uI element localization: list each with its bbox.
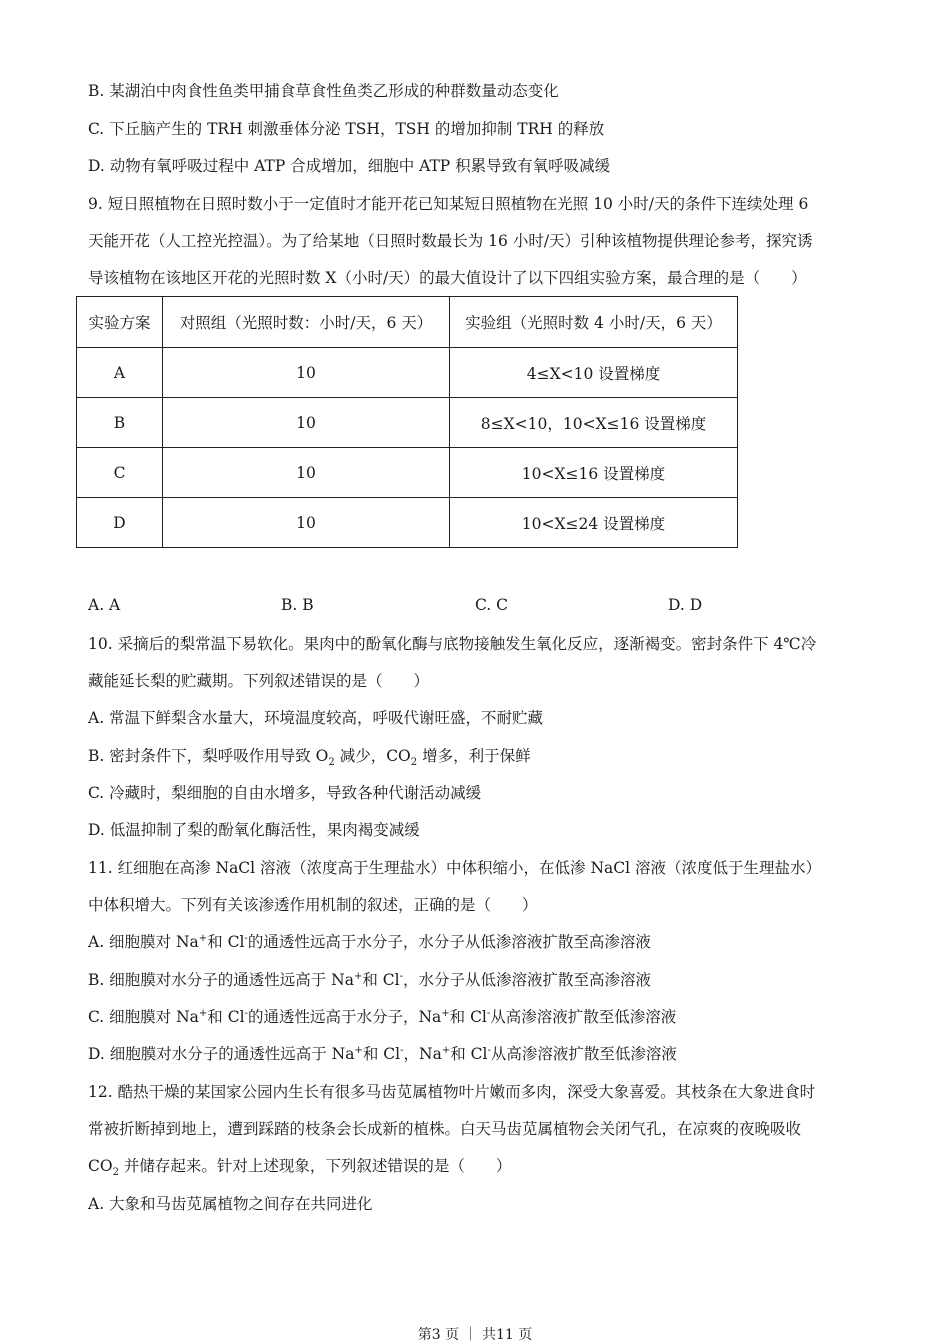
q9-stem-line-2: 天能开花（人工控光控温）。为了给某地（日照时数最长为 16 小时/天）引种该植物提供理论参考，探究诱	[88, 232, 813, 250]
q11-option-b: B. 细胞膜对水分子的通透性远高于 Na+和 Cl-，水分子从低渗溶液扩散至高渗溶液	[88, 970, 652, 989]
q11-stem-line-1: 11. 红细胞在高渗 NaCl 溶液（浓度高于生理盐水）中体积缩小，在低渗 NaCl 溶液（浓度低于生理盐水）	[88, 859, 822, 877]
q10-option-a: A. 常温下鲜梨含水量大，环境温度较高，呼吸代谢旺盛，不耐贮藏	[88, 709, 544, 727]
table-cell: 10	[163, 498, 450, 548]
q12-stem-line-3: $CO_2$ 并储存起来。针对上述现象，下列叙述错误的是（ ）	[88, 1157, 512, 1179]
table-header-cell: 实验方案	[77, 297, 163, 348]
q8-option-c: C. 下丘脑产生的 TRH 刺激垂体分泌 TSH，TSH 的增加抑制 TRH 的释放	[88, 120, 605, 138]
q9-options	[88, 596, 848, 616]
table-cell: 4≤X<10 设置梯度	[450, 348, 738, 398]
q11-option-c: C. 细胞膜对 Na+和 Cl-的通透性远高于水分子，Na+和 Cl-从高渗溶液扩散至低渗溶液	[88, 1007, 677, 1026]
table-cell: 10	[163, 448, 450, 498]
table-cell: 10<X≤24 设置梯度	[450, 498, 738, 548]
table-header-cell: 对照组（光照时数：小时/天，6 天）	[163, 297, 450, 348]
q12-option-a: A. 大象和马齿苋属植物之间存在共同进化	[88, 1195, 373, 1213]
q10-stem-line-1: 10. 采摘后的梨常温下易软化。果肉中的酚氧化酶与底物接触发生氧化反应，逐渐褐变。密封条件下 4℃冷	[88, 635, 817, 653]
table-header-cell: 实验组（光照时数 4 小时/天，6 天）	[450, 297, 738, 348]
table-cell: 10	[163, 348, 450, 398]
table-row	[77, 498, 738, 548]
q9-option-c: C. C	[475, 596, 509, 614]
table-cell: 10	[163, 398, 450, 448]
experiment-table	[76, 296, 738, 548]
q9-stem-line-3: 导该植物在该地区开花的光照时数 X（小时/天）的最大值设计了以下四组实验方案，最合理的是（ ）	[88, 269, 807, 287]
table-cell: B	[77, 398, 163, 448]
table-cell: A	[77, 348, 163, 398]
q11-stem-line-2: 中体积增大。下列有关该渗透作用机制的叙述，正确的是（ ）	[88, 896, 538, 914]
table-row	[77, 398, 738, 448]
q9-option-b: B. B	[281, 596, 314, 614]
table-cell: D	[77, 498, 163, 548]
q8-option-b: B. 某湖泊中肉食性鱼类甲捕食草食性鱼类乙形成的种群数量动态变化	[88, 82, 559, 100]
page-footer: 第3 页 ｜ 共11 页	[417, 1327, 533, 1343]
q12-stem-line-2: 常被折断掉到地上，遭到踩踏的枝条会长成新的植株。白天马齿苋属植物会关闭气孔，在凉爽的夜晚吸收	[88, 1120, 802, 1138]
q9-option-a: A. A	[88, 596, 121, 614]
q10-option-b: B. 密封条件下，梨呼吸作用导致 $O_2$ 减少，$CO_2$ 增多，利于保鲜	[88, 747, 531, 769]
q9-stem-line-1: 9. 短日照植物在日照时数小于一定值时才能开花已知某短日照植物在光照 10 小时/天的条件下连续处理 6	[88, 195, 809, 213]
table-cell: C	[77, 448, 163, 498]
table-cell: 8≤X<10，10<X≤16 设置梯度	[450, 398, 738, 448]
q10-option-d: D. 低温抑制了梨的酚氧化酶活性，果肉褐变减缓	[88, 821, 420, 839]
q10-stem-line-2: 藏能延长梨的贮藏期。下列叙述错误的是（ ）	[88, 672, 430, 690]
q8-option-d: D. 动物有氧呼吸过程中 ATP 合成增加，细胞中 ATP 积累导致有氧呼吸减缓	[88, 157, 611, 175]
table-cell: 10<X≤16 设置梯度	[450, 448, 738, 498]
q10-option-c: C. 冷藏时，梨细胞的自由水增多，导致各种代谢活动减缓	[88, 784, 482, 802]
q11-option-d: D. 细胞膜对水分子的通透性远高于 Na+和 Cl-，Na+和 Cl-从高渗溶液扩散至低渗溶液	[88, 1044, 677, 1063]
q11-option-a: A. 细胞膜对 Na+和 Cl-的通透性远高于水分子，水分子从低渗溶液扩散至高渗溶液	[88, 932, 651, 951]
table-row	[77, 448, 738, 498]
table-row	[77, 348, 738, 398]
q12-stem-line-1: 12. 酷热干燥的某国家公园内生长有很多马齿苋属植物叶片嫩而多肉，深受大象喜爱。其枝条在大象进食时	[88, 1083, 816, 1101]
table-header-row	[77, 297, 738, 348]
q9-option-d: D. D	[668, 596, 703, 614]
